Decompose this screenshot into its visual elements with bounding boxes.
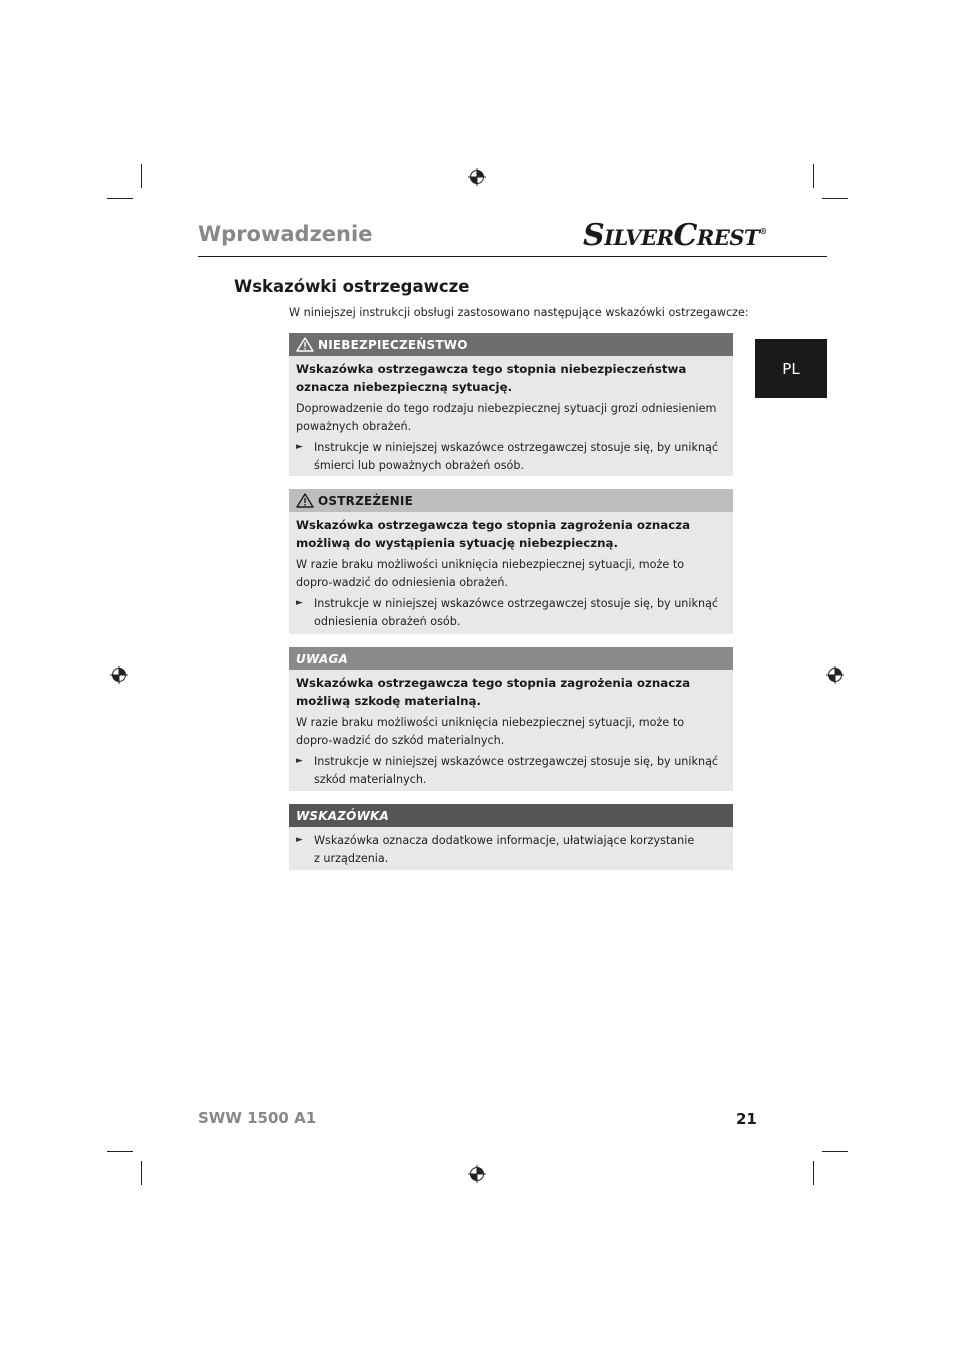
caution-box-header	[289, 647, 733, 670]
note-box	[289, 804, 733, 870]
caution-box	[289, 647, 733, 791]
danger-box-header	[289, 333, 733, 356]
warning-box-header	[289, 489, 733, 512]
bullet-arrow-icon: ►	[296, 756, 303, 766]
header-divider	[198, 256, 827, 257]
registration-mark-icon	[110, 666, 128, 684]
caution-bullet-text: Instrukcje w niniejszej wskazówce ostrzegawczej stosuje się, by uniknąć szkód materialnych.	[314, 755, 719, 786]
warning-bullet-text: Instrukcje w niniejszej wskazówce ostrzegawczej stosuje się, by uniknąć odniesienia obrażeń osób.	[314, 597, 719, 628]
warning-triangle-icon	[296, 337, 314, 352]
warning-label: OSTRZEŻENIE	[318, 493, 413, 508]
warning-triangle-icon	[296, 493, 314, 508]
warning-strong-text: Wskazówka ostrzegawcza tego stopnia zagrożenia oznacza możliwą do wystąpienia sytuację niebezpieczną.	[296, 518, 691, 550]
caution-text: W razie braku możliwości uniknięcia niebezpiecznej sytuacji, może to dopro-wadzić do szkód materialnych.	[296, 716, 685, 747]
bullet-arrow-icon: ►	[296, 442, 303, 452]
section-title: Wskazówki ostrzegawcze	[234, 277, 470, 296]
page-header-title: Wprowadzenie	[198, 222, 373, 246]
registration-mark-icon	[468, 168, 486, 186]
bullet-arrow-icon: ►	[296, 598, 303, 608]
section-intro: W niniejszej instrukcji obsługi zastosowano następujące wskazówki ostrzegawcze:	[289, 306, 749, 319]
warning-box	[289, 489, 733, 634]
danger-box	[289, 333, 733, 476]
crop-mark	[813, 1161, 814, 1185]
footer-model-number: SWW 1500 A1	[198, 1109, 317, 1127]
language-tab: PL	[755, 339, 827, 398]
logo-letters: ILVER	[604, 225, 674, 250]
registration-mark-icon	[826, 666, 844, 684]
silvercrest-logo	[583, 218, 767, 253]
logo-letters: REST	[696, 225, 760, 250]
list-item	[296, 753, 723, 788]
warning-text: W razie braku możliwości uniknięcia niebezpiecznej sytuacji, może to dopro-wadzić do odniesienia obrażeń.	[296, 558, 685, 589]
page-number: 21	[736, 1110, 757, 1128]
crop-mark	[822, 198, 848, 199]
crop-mark	[107, 198, 133, 199]
caution-label: UWAGA	[296, 651, 348, 666]
crop-mark	[822, 1151, 848, 1152]
logo-letter: C	[673, 218, 697, 253]
logo-letter: S	[583, 218, 605, 253]
list-item	[296, 595, 723, 630]
danger-bullet-text: Instrukcje w niniejszej wskazówce ostrzegawczej stosuje się, by uniknąć śmierci lub poważnych obrażeń osób.	[314, 441, 719, 472]
bullet-arrow-icon: ►	[296, 835, 303, 845]
note-box-header	[289, 804, 733, 827]
crop-mark	[813, 164, 814, 188]
note-bullet-text: Wskazówka oznacza dodatkowe informacje, ułatwiające korzystanie z urządzenia.	[314, 834, 695, 865]
crop-mark	[141, 1161, 142, 1185]
list-item	[296, 439, 723, 474]
note-label: WSKAZÓWKA	[296, 808, 389, 823]
registered-mark: ®	[759, 226, 767, 236]
list-item	[296, 832, 723, 867]
danger-text: Doprowadzenie do tego rodzaju niebezpiecznej sytuacji grozi odniesieniem poważnych obrażeń.	[296, 402, 717, 433]
registration-mark-icon	[468, 1165, 486, 1183]
crop-mark	[107, 1151, 133, 1152]
danger-label: NIEBEZPIECZEŃSTWO	[318, 337, 468, 352]
caution-strong-text: Wskazówka ostrzegawcza tego stopnia zagrożenia oznacza możliwą szkodę materialną.	[296, 676, 691, 708]
danger-strong-text: Wskazówka ostrzegawcza tego stopnia niebezpieczeństwa oznacza niebezpieczną sytuację.	[296, 362, 687, 394]
crop-mark	[141, 164, 142, 188]
